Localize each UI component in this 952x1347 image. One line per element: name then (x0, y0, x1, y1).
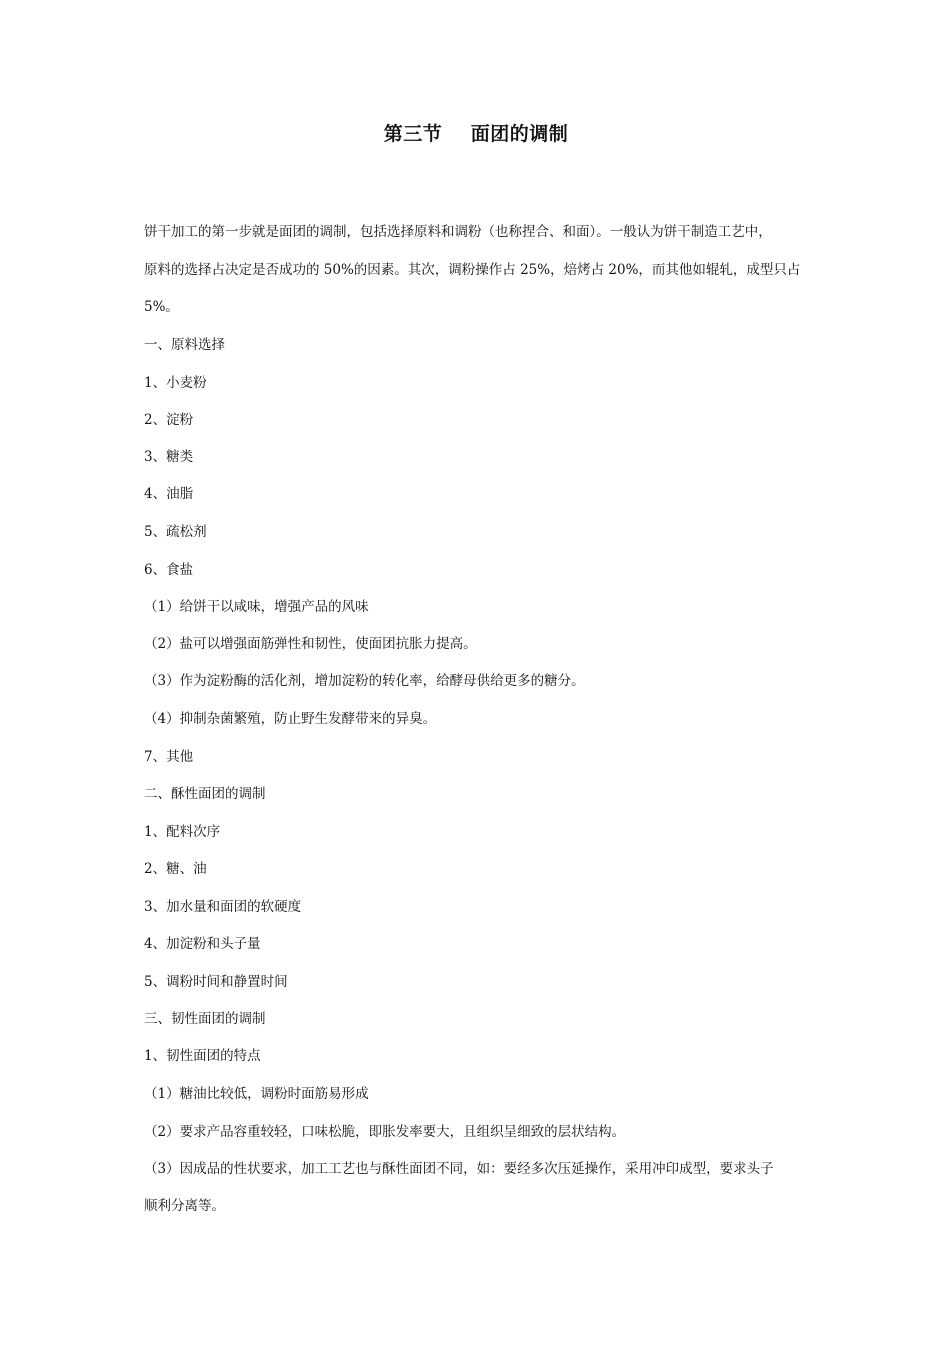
page-title: 第三节 面团的调制 (383, 123, 569, 145)
list-item: 1、配料次序 (144, 824, 221, 840)
section-heading-tough-dough: 三、韧性面团的调制 (144, 1011, 266, 1027)
sub-item-continuation: 顺利分离等。 (144, 1198, 225, 1214)
list-item: 4、加淀粉和头子量 (144, 936, 261, 952)
sub-item: （2）要求产品容重较轻，口味松脆，即胀发率要大，且组织呈细致的层状结构。 (144, 1124, 626, 1140)
section-heading-short-dough: 二、酥性面团的调制 (144, 786, 266, 802)
list-item: 3、加水量和面团的软硬度 (144, 899, 302, 915)
list-item: 7、其他 (144, 749, 194, 765)
sub-item: （3）作为淀粉酶的活化剂，增加淀粉的转化率，给酵母供给更多的糖分。 (144, 673, 585, 689)
list-item: 2、淀粉 (144, 412, 194, 428)
list-item: 5、疏松剂 (144, 524, 207, 540)
section-heading-raw-materials: 一、原料选择 (144, 337, 225, 353)
list-item: 1、韧性面团的特点 (144, 1048, 261, 1064)
sub-item: （2）盐可以增强面筋弹性和韧性，使面团抗胀力提高。 (144, 636, 477, 652)
sub-item: （1）给饼干以咸味，增强产品的风味 (144, 599, 369, 615)
sub-item: （3）因成品的性状要求，加工工艺也与酥性面团不同，如：要经多次压延操作，采用冲印成型，要求头子 (144, 1161, 774, 1177)
list-item: 4、油脂 (144, 486, 194, 502)
list-item: 5、调粉时间和静置时间 (144, 974, 288, 990)
list-item: 6、食盐 (144, 562, 194, 578)
list-item: 3、糖类 (144, 449, 194, 465)
list-item: 2、糖、油 (144, 861, 207, 877)
list-item: 1、小麦粉 (144, 375, 207, 391)
intro-line-1: 饼干加工的第一步就是面团的调制，包括选择原料和调粉（也称捏合、和面）。一般认为饼干制造工艺中， (144, 224, 772, 240)
sub-item: （1）糖油比较低，调粉时面筋易形成 (144, 1086, 369, 1102)
sub-item: （4）抑制杂菌繁殖，防止野生发酵带来的异臭。 (144, 711, 437, 727)
intro-line-3: 5%。 (144, 299, 179, 315)
intro-line-2: 原料的选择占决定是否成功的 50%的因素。其次，调粉操作占 25%，焙烤占 20%，而其他如辊轧，成型只占 (144, 262, 801, 278)
